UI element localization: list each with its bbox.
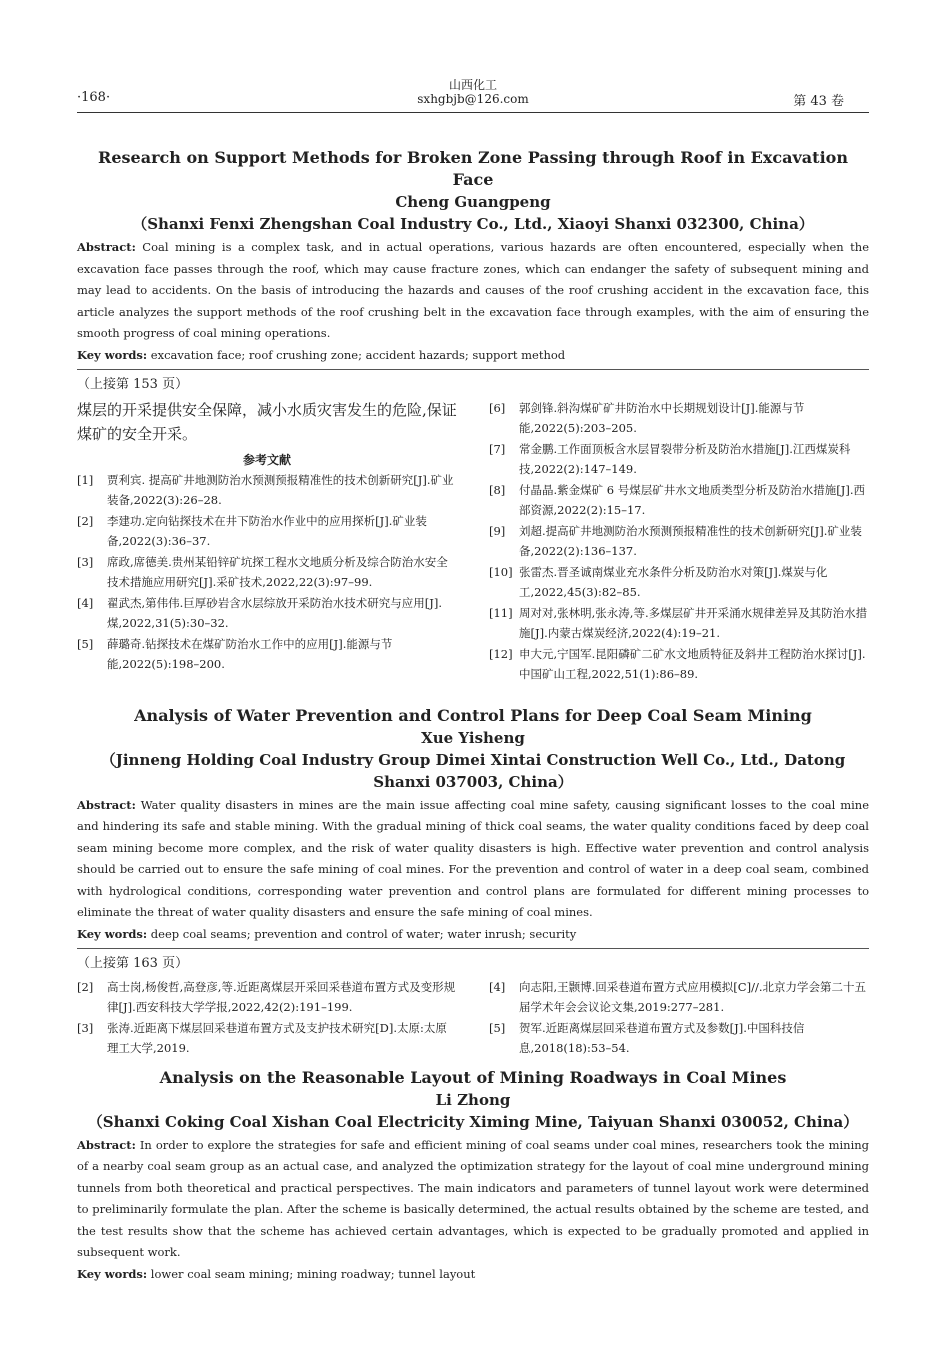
article-1 <box>77 147 869 370</box>
reference-item <box>489 398 869 438</box>
journal-email: sxhgbjb@126.com <box>417 92 529 106</box>
reference-number: [4] <box>489 979 506 994</box>
page <box>77 0 869 1284</box>
keywords-text: excavation face; roof crushing zone; accident hazards; support method <box>150 347 566 362</box>
abstract-label: Abstract: <box>77 240 136 254</box>
header-divider <box>77 112 869 113</box>
journal-info <box>77 78 869 106</box>
article-keywords <box>77 1264 869 1284</box>
abstract-text: Coal mining is a complex task, and in actual operations, various hazards are often encountered, especially when the excavation face passes through the roof, which may cause fracture zones, which can endanger the safety of subsequent mining and may lead to accidents. On the basis of introducing the hazards and causes of the roof crushing accident in the excavation face, this article analyzes the support methods of the roof crushing belt in the excavation face through examples, with the aim of ensuring the smooth progress of coal mining operations. <box>77 240 869 340</box>
article-affiliation: （Jinneng Holding Coal Industry Group Dimei Xintai Construction Well Co., Ltd., Datong Shanxi 037003, China） <box>100 750 846 791</box>
reference-item <box>77 511 457 551</box>
article-keywords <box>77 345 869 365</box>
journal-name: 山西化工 <box>448 78 497 92</box>
reference-item <box>489 480 869 520</box>
reference-number: [8] <box>489 482 506 497</box>
keywords-label: Key words: <box>77 347 148 362</box>
reference-item <box>77 1018 457 1058</box>
reference-number: [2] <box>77 513 94 528</box>
article-title: Analysis on the Reasonable Layout of Mining Roadways in Coal Mines <box>159 1067 787 1087</box>
reference-number: [10] <box>489 564 513 579</box>
reference-item <box>489 562 869 602</box>
reference-item <box>77 634 457 674</box>
abstract-label: Abstract: <box>77 797 136 812</box>
reference-text: 向志阳,王颢博.回采巷道布置方式应用模拟[C]//.北京力学会第二十五届学术年会会议论文集,2019:277–281. <box>519 979 866 1014</box>
reference-text: 周对对,张林明,张永涛,等.多煤层矿井开采涌水规律差异及其防治水措施[J].内蒙古煤炭经济,2022(4):19–21. <box>519 605 868 640</box>
reference-item <box>77 470 457 510</box>
reference-number: [6] <box>489 400 506 415</box>
section-divider <box>77 369 869 370</box>
abstract-text: In order to explore the strategies for safe and efficient mining of coal seams under coal mines, researchers took the mining of a nearby coal seam group as an actual case, and analyzed the optimization strategy for the layout of coal mine underground mining tunnels from both theoretical and practical perspectives. The main indicators and parameters of tunnel layout work were determined to preliminarily formulate the plan. After the scheme is basically determined, the actual results obtained by the scheme are tested, and the test results show that the scheme has achieved certain advantages, which is expected to be gradually promoted and applied in subsequent work. <box>77 1137 870 1259</box>
section-divider <box>77 948 869 949</box>
reference-number: [11] <box>489 605 513 620</box>
left-column <box>77 398 457 685</box>
keywords-text: lower coal seam mining; mining roadway; tunnel layout <box>150 1266 476 1281</box>
reference-text: 薛璐奇.钻探技术在煤矿防治水工作中的应用[J].能源与节能,2022(5):198–200. <box>107 636 393 671</box>
article-2 <box>77 705 869 949</box>
article-abstract <box>77 237 869 345</box>
reference-number: [2] <box>77 979 94 994</box>
reference-number: [1] <box>77 472 94 487</box>
reference-item <box>489 977 869 1017</box>
abstract-text: Water quality disasters in mines are the main issue affecting coal mine safety, causing significant losses to the coal mine and hindering its safe and stable mining. With the gradual mining of thick coal seams, the water quality conditions faced by deep coal seam mining become more complex, and the risk of water quality disasters is high. Effective water prevention and control analysis should be carried out to ensure the safe mining of coal mines. For the prevention and control of water in a deep coal seam, combined with hydrological conditions, corresponding water prevention and control plans are formulated for different mining processes to eliminate the threat of water quality disasters and ensure the safe mining of coal mines. <box>77 797 869 919</box>
article-affiliation: （Shanxi Coking Coal Xishan Coal Electricity Ximing Mine, Taiyuan Shanxi 030052, China） <box>87 1112 859 1131</box>
reference-text: 刘超.提高矿井地测防治水预测预报精准性的技术创新研究[J].矿业装备,2022(2):136–137. <box>519 523 862 558</box>
article-keywords <box>77 924 869 944</box>
reference-item <box>489 603 869 643</box>
reference-text: 张涛.近距离下煤层回采巷道布置方式及支护技术研究[D].太原:太原理工大学,2019. <box>107 1020 447 1055</box>
article-author: Xue Yisheng <box>421 728 525 747</box>
keywords-label: Key words: <box>77 1266 148 1281</box>
article-affiliation: （Shanxi Fenxi Zhengshan Coal Industry Co., Ltd., Xiaoyi Shanxi 032300, China） <box>132 215 814 233</box>
reference-item <box>77 977 457 1017</box>
reference-text: 贺军.近距离煤层回采巷道布置方式及参数[J].中国科技信息,2018(18):53–54. <box>519 1020 805 1055</box>
reference-item <box>77 593 457 633</box>
reference-number: [3] <box>77 1020 94 1035</box>
article-3 <box>77 1067 869 1284</box>
article-author: Li Zhong <box>435 1090 511 1109</box>
right-column <box>489 977 869 1059</box>
reference-text: 申大元,宁国军.昆阳磷矿二矿水文地质特征及斜井工程防治水探讨[J].中国矿山工程,2022,51(1):86–89. <box>519 646 866 681</box>
references-heading: 参考文献 <box>242 452 291 467</box>
continuation-label: （上接第 153 页） <box>77 376 189 392</box>
volume-label: 第 43 卷 <box>793 94 844 109</box>
continued-text: 煤层的开采提供安全保障，减小水质灾害发生的危险,保证煤矿的安全开采。 <box>77 400 457 443</box>
page-header <box>77 0 869 115</box>
reference-text: 贾利宾. 提高矿井地测防治水预测预报精准性的技术创新研究[J].矿业装备,2022(3):26–28. <box>107 472 454 507</box>
reference-text: 李建功.定向钻探技术在井下防治水作业中的应用探析[J].矿业装备,2022(3):36–37. <box>107 513 427 548</box>
reference-item <box>489 521 869 561</box>
reference-number: [5] <box>489 1020 506 1035</box>
keywords-label: Key words: <box>77 926 148 941</box>
continuation-label: （上接第 163 页） <box>77 955 189 971</box>
reference-number: [5] <box>77 636 94 651</box>
reference-number: [3] <box>77 554 94 569</box>
reference-item <box>489 644 869 684</box>
article-author: Cheng Guangpeng <box>395 193 551 211</box>
article-title: Research on Support Methods for Broken Zone Passing through Roof in Excavation Face <box>98 148 848 189</box>
reference-number: [4] <box>77 595 94 610</box>
left-column <box>77 977 457 1059</box>
reference-text: 常金鹏.工作面顶板含水层冒裂带分析及防治水措施[J].江西煤炭科技,2022(2):147–149. <box>519 441 851 476</box>
reference-item <box>77 552 457 592</box>
continuation-1 <box>77 376 869 685</box>
reference-item <box>489 439 869 479</box>
reference-text: 翟武杰,第伟伟.巨厚砂岩含水层综放开采防治水技术研究与应用[J].煤,2022,31(5):30–32. <box>107 595 443 630</box>
page-number: ·168· <box>77 90 111 105</box>
article-abstract <box>77 795 869 924</box>
reference-text: 席政,席德美.贵州某铅锌矿坑探工程水文地质分析及综合防治水安全技术措施应用研究[J].采矿技术,2022,22(3):97–99. <box>107 554 448 589</box>
reference-number: [7] <box>489 441 506 456</box>
reference-number: [12] <box>489 646 513 661</box>
abstract-label: Abstract: <box>77 1137 136 1152</box>
reference-text: 张雷杰.晋圣诚南煤业充水条件分析及防治水对策[J].煤炭与化工,2022,45(3):82–85. <box>519 564 828 599</box>
reference-text: 郭剑锋.斜沟煤矿矿井防治水中长期规划设计[J].能源与节能,2022(5):203–205. <box>519 400 805 435</box>
reference-text: 付晶晶.紫金煤矿 6 号煤层矿井水文地质类型分析及防治水措施[J].西部资源,2022(2):15–17. <box>519 482 866 517</box>
reference-number: [9] <box>489 523 506 538</box>
article-abstract <box>77 1135 869 1264</box>
reference-text: 高士岗,杨俊哲,高登彦,等.近距离煤层开采回采巷道布置方式及变形规律[J].西安科技大学学报,2022,42(2):191–199. <box>107 979 456 1014</box>
right-column <box>489 398 869 685</box>
keywords-text: deep coal seams; prevention and control of water; water inrush; security <box>150 926 577 941</box>
continuation-2 <box>77 955 869 1059</box>
reference-item <box>489 1018 869 1058</box>
article-title: Analysis of Water Prevention and Control Plans for Deep Coal Seam Mining <box>134 705 812 725</box>
